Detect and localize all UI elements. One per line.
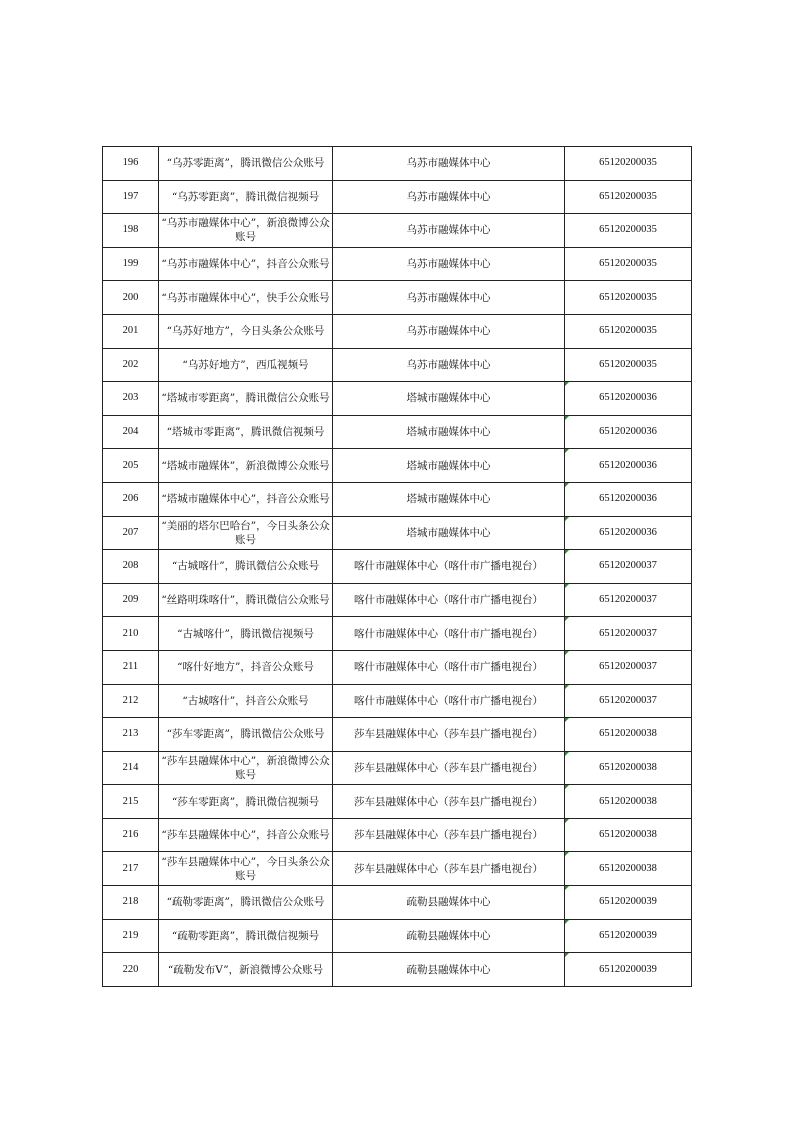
table-body: [103, 147, 692, 987]
row-number: 199: [103, 247, 159, 281]
account-name: “塔城市零距离”，腾讯微信视频号: [159, 415, 333, 449]
table-row: [103, 818, 692, 852]
table-row: [103, 482, 692, 516]
registration-code: 65120200037: [565, 684, 692, 718]
registration-code: 65120200038: [565, 751, 692, 785]
registration-code: 65120200039: [565, 919, 692, 953]
row-number: 220: [103, 953, 159, 987]
registration-code: 65120200038: [565, 718, 692, 752]
row-number: 213: [103, 718, 159, 752]
organization-name: 塔城市融媒体中心: [333, 382, 565, 416]
registration-code: 65120200037: [565, 550, 692, 584]
organization-name: 疏勒县融媒体中心: [333, 886, 565, 920]
row-number: 219: [103, 919, 159, 953]
account-name: “疏勒零距离”，腾讯微信视频号: [159, 919, 333, 953]
registration-code: 65120200038: [565, 785, 692, 819]
organization-name: 喀什市融媒体中心（喀什市广播电视台）: [333, 650, 565, 684]
organization-name: 喀什市融媒体中心（喀什市广播电视台）: [333, 617, 565, 651]
account-name: “塔城市融媒体中心”，抖音公众账号: [159, 482, 333, 516]
table-row: [103, 718, 692, 752]
account-name: “乌苏好地方”，西瓜视频号: [159, 348, 333, 382]
organization-name: 喀什市融媒体中心（喀什市广播电视台）: [333, 684, 565, 718]
table-row: [103, 180, 692, 214]
organization-name: 乌苏市融媒体中心: [333, 314, 565, 348]
organization-name: 疏勒县融媒体中心: [333, 953, 565, 987]
organization-name: 疏勒县融媒体中心: [333, 919, 565, 953]
registration-code: 65120200035: [565, 180, 692, 214]
table-row: [103, 147, 692, 181]
row-number: 198: [103, 214, 159, 248]
registration-code: 65120200039: [565, 886, 692, 920]
row-number: 214: [103, 751, 159, 785]
account-name: “丝路明珠喀什”，腾讯微信公众账号: [159, 583, 333, 617]
row-number: 206: [103, 482, 159, 516]
row-number: 208: [103, 550, 159, 584]
account-name: “乌苏市融媒体中心”，快手公众账号: [159, 281, 333, 315]
registration-code: 65120200038: [565, 852, 692, 886]
row-number: 197: [103, 180, 159, 214]
registration-code: 65120200037: [565, 650, 692, 684]
table-row: [103, 214, 692, 248]
registration-code: 65120200035: [565, 247, 692, 281]
registration-code: 65120200039: [565, 953, 692, 987]
registration-code: 65120200036: [565, 415, 692, 449]
account-name: “乌苏市融媒体中心”，新浪微博公众账号: [159, 214, 333, 248]
account-name: “乌苏市融媒体中心”，抖音公众账号: [159, 247, 333, 281]
account-name: “莎车县融媒体中心”，抖音公众账号: [159, 818, 333, 852]
account-name: “喀什好地方”，抖音公众账号: [159, 650, 333, 684]
account-name: “古城喀什”，腾讯微信公众账号: [159, 550, 333, 584]
organization-name: 乌苏市融媒体中心: [333, 180, 565, 214]
row-number: 204: [103, 415, 159, 449]
account-name: “莎车零距离”，腾讯微信视频号: [159, 785, 333, 819]
organization-name: 塔城市融媒体中心: [333, 482, 565, 516]
row-number: 200: [103, 281, 159, 315]
row-number: 205: [103, 449, 159, 483]
account-name: “乌苏零距离”，腾讯微信视频号: [159, 180, 333, 214]
row-number: 212: [103, 684, 159, 718]
table-row: [103, 617, 692, 651]
table-row: [103, 348, 692, 382]
row-number: 196: [103, 147, 159, 181]
account-name: “莎车零距离”，腾讯微信公众账号: [159, 718, 333, 752]
organization-name: 莎车县融媒体中心（莎车县广播电视台）: [333, 718, 565, 752]
account-name: “古城喀什”，抖音公众账号: [159, 684, 333, 718]
account-name: “塔城市零距离”，腾讯微信公众账号: [159, 382, 333, 416]
organization-name: 乌苏市融媒体中心: [333, 348, 565, 382]
account-name: “疏勒发布V”，新浪微博公众账号: [159, 953, 333, 987]
registration-code: 65120200036: [565, 516, 692, 550]
table-row: [103, 314, 692, 348]
account-name: “美丽的塔尔巴哈台”，今日头条公众账号: [159, 516, 333, 550]
registration-code: 65120200035: [565, 147, 692, 181]
account-table: [102, 146, 692, 987]
organization-name: 塔城市融媒体中心: [333, 516, 565, 550]
table-row: [103, 919, 692, 953]
account-name: “疏勒零距离”，腾讯微信公众账号: [159, 886, 333, 920]
row-number: 202: [103, 348, 159, 382]
organization-name: 乌苏市融媒体中心: [333, 214, 565, 248]
organization-name: 乌苏市融媒体中心: [333, 147, 565, 181]
row-number: 217: [103, 852, 159, 886]
organization-name: 塔城市融媒体中心: [333, 449, 565, 483]
organization-name: 喀什市融媒体中心（喀什市广播电视台）: [333, 583, 565, 617]
registration-code: 65120200035: [565, 281, 692, 315]
registration-code: 65120200036: [565, 482, 692, 516]
registration-code: 65120200035: [565, 314, 692, 348]
account-name: “莎车县融媒体中心”，新浪微博公众账号: [159, 751, 333, 785]
row-number: 203: [103, 382, 159, 416]
table-row: [103, 684, 692, 718]
row-number: 216: [103, 818, 159, 852]
row-number: 210: [103, 617, 159, 651]
table-row: [103, 785, 692, 819]
table-row: [103, 650, 692, 684]
table-row: [103, 281, 692, 315]
registration-code: 65120200036: [565, 382, 692, 416]
table-row: [103, 953, 692, 987]
row-number: 201: [103, 314, 159, 348]
account-name: “古城喀什”，腾讯微信视频号: [159, 617, 333, 651]
table-row: [103, 382, 692, 416]
table-row: [103, 886, 692, 920]
account-name: “塔城市融媒体”，新浪微博公众账号: [159, 449, 333, 483]
table-row: [103, 550, 692, 584]
organization-name: 莎车县融媒体中心（莎车县广播电视台）: [333, 751, 565, 785]
row-number: 215: [103, 785, 159, 819]
account-name: “乌苏好地方”，今日头条公众账号: [159, 314, 333, 348]
organization-name: 莎车县融媒体中心（莎车县广播电视台）: [333, 852, 565, 886]
registration-code: 65120200035: [565, 214, 692, 248]
organization-name: 塔城市融媒体中心: [333, 415, 565, 449]
table-row: [103, 516, 692, 550]
row-number: 211: [103, 650, 159, 684]
registration-code: 65120200035: [565, 348, 692, 382]
account-name: “乌苏零距离”，腾讯微信公众账号: [159, 147, 333, 181]
organization-name: 乌苏市融媒体中心: [333, 281, 565, 315]
registration-code: 65120200037: [565, 617, 692, 651]
registration-code: 65120200038: [565, 818, 692, 852]
table-row: [103, 751, 692, 785]
organization-name: 喀什市融媒体中心（喀什市广播电视台）: [333, 550, 565, 584]
table-row: [103, 415, 692, 449]
row-number: 218: [103, 886, 159, 920]
row-number: 207: [103, 516, 159, 550]
registration-code: 65120200037: [565, 583, 692, 617]
organization-name: 乌苏市融媒体中心: [333, 247, 565, 281]
row-number: 209: [103, 583, 159, 617]
table-row: [103, 852, 692, 886]
organization-name: 莎车县融媒体中心（莎车县广播电视台）: [333, 785, 565, 819]
table-row: [103, 449, 692, 483]
table-row: [103, 247, 692, 281]
registration-code: 65120200036: [565, 449, 692, 483]
organization-name: 莎车县融媒体中心（莎车县广播电视台）: [333, 818, 565, 852]
account-name: “莎车县融媒体中心”，今日头条公众账号: [159, 852, 333, 886]
table-row: [103, 583, 692, 617]
